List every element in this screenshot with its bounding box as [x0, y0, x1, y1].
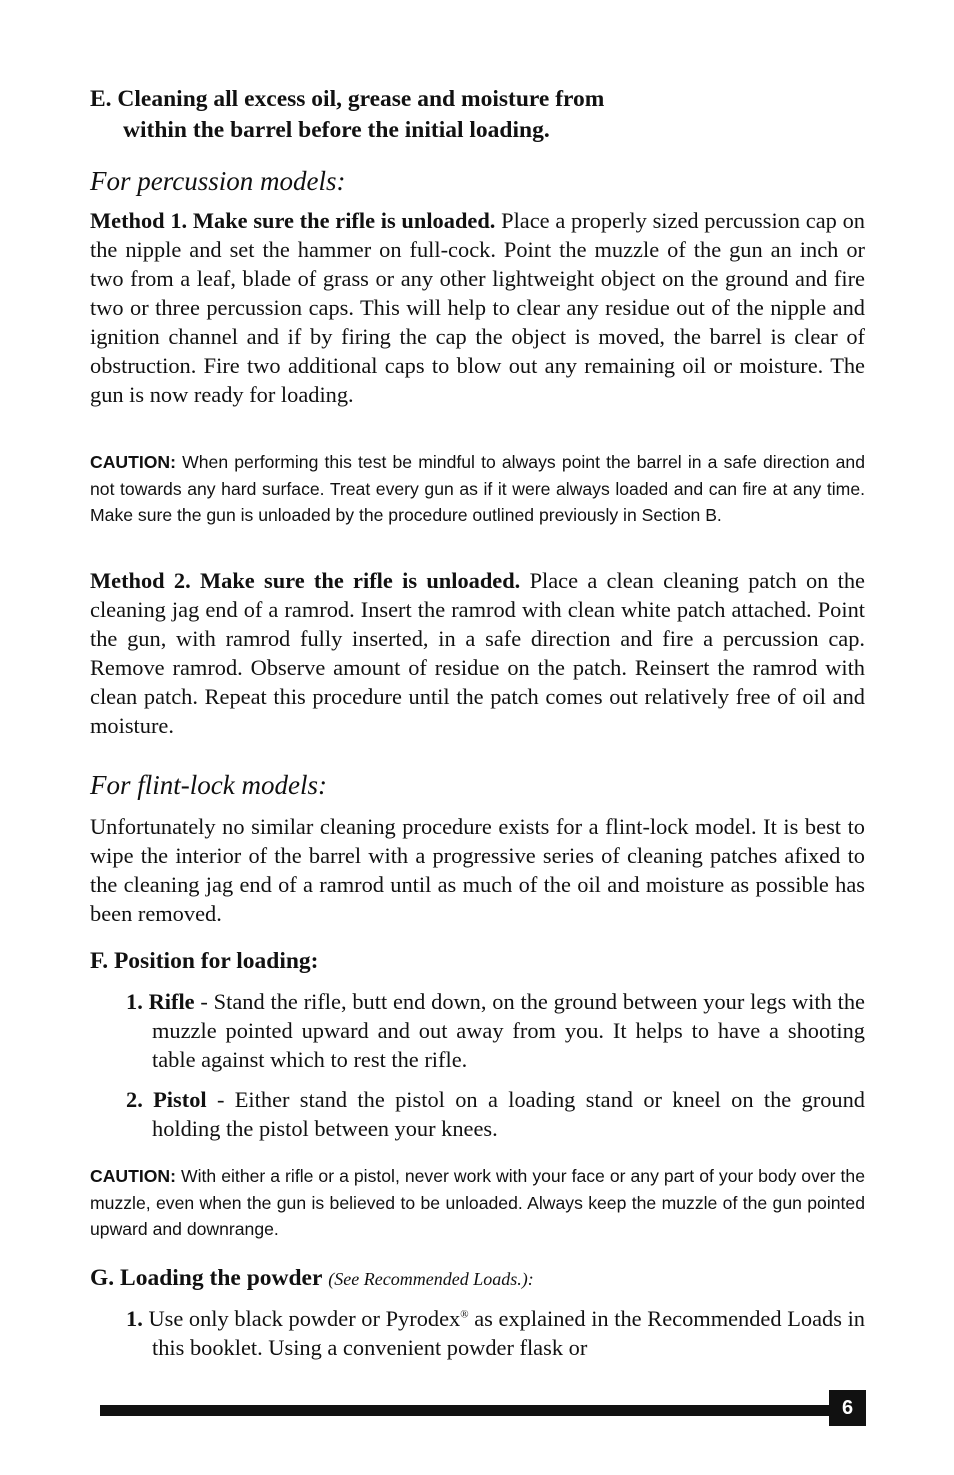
section-e-heading — [90, 84, 604, 146]
percussion-heading: For percussion models: — [90, 166, 346, 196]
caution-percussion — [90, 449, 865, 529]
pistol-lead: 2. Pistol — [126, 1087, 207, 1112]
page-number: 6 — [829, 1390, 866, 1426]
section-e-heading-line2: within the barrel before the initial loading. — [123, 117, 550, 143]
powder-lead: 1. — [126, 1306, 143, 1331]
caution-loading — [90, 1163, 865, 1243]
rifle-lead: 1. Rifle — [126, 989, 195, 1014]
flintlock-paragraph: Unfortunately no similar cleaning procedure exists for a flint-lock model. It is best to wipe the interior of the barrel with a progressive series of cleaning patches afixed to the cleaning jag end of a ramrod until as much of the oil and moisture as possible has been removed. — [90, 814, 865, 926]
list-item-rifle — [126, 987, 865, 1074]
method2-lead: Method 2. Make sure the rifle is unloaded. — [90, 568, 521, 593]
powder-text-a: Use only black powder or Pyrodex — [142, 1306, 461, 1331]
caution-text: When performing this test be mindful to always point the barrel in a safe direction and not towards any hard surface. Treat every gun as if it were always loaded and can fire at any time. Make sure the gun is unloaded by the procedure outlined previously in Section B. — [90, 452, 865, 525]
section-g-title: G. Loading the powder — [90, 1265, 323, 1291]
list-item-pistol — [126, 1085, 865, 1143]
caution-label: CAUTION: — [90, 1166, 177, 1186]
section-g-heading — [90, 1263, 534, 1294]
section-e-heading-line1: E. Cleaning all excess oil, grease and moisture from — [90, 86, 605, 112]
flintlock-heading: For flint-lock models: — [90, 770, 327, 800]
method1-lead: Method 1. Make sure the rifle is unloaded. — [90, 208, 496, 233]
rifle-text: - Stand the rifle, butt end down, on the ground between your legs with the muzzle pointed upward and out away from you. It helps to have a shooting table against which to rest the rifle. — [152, 989, 865, 1072]
list-item-powder — [126, 1304, 865, 1362]
section-f-heading: F. Position for loading: — [90, 948, 319, 974]
method1-paragraph — [90, 206, 865, 409]
caution-label: CAUTION: — [90, 452, 177, 472]
pistol-text: - Either stand the pistol on a loading stand or kneel on the ground holding the pistol between your knees. — [152, 1087, 865, 1141]
registered-mark: ® — [460, 1308, 469, 1321]
powder-text-b: as explained in the Recommended Loads in this booklet. Using a convenient powder flask or — [152, 1306, 865, 1360]
section-g-note: (See Recommended Loads.): — [328, 1269, 534, 1289]
caution-text: With either a rifle or a pistol, never work with your face or any part of your body over the muzzle, even when the gun is believed to be unloaded. Always keep the muzzle of the gun pointed upward and downrange. — [90, 1166, 865, 1239]
method1-text: Place a properly sized percussion cap on the nipple and set the hammer on full-cock. Point the muzzle of the gun an inch or two from a leaf, blade of grass or any other lightweight object on the ground and fire two or three percussion caps. This will help to clear any residue out of the nipple and ignition channel and if by firing the cap the object is moved, the barrel is clear of obstruction. Fire two additional caps to blow out any remaining oil or moisture. The gun is now ready for loading. — [90, 208, 865, 407]
method2-paragraph — [90, 566, 865, 740]
method2-text: Place a clean cleaning patch on the cleaning jag end of a ramrod. Insert the ramrod with clean white patch attached. Point the gun, with ramrod fully inserted, in a safe direction and fire a percussion cap. Remove ramrod. Observe amount of residue on the patch. Reinsert the ramrod with clean patch. Repeat this procedure until the patch comes out relatively free of oil and moisture. — [90, 568, 865, 738]
footer-rule — [100, 1405, 830, 1416]
